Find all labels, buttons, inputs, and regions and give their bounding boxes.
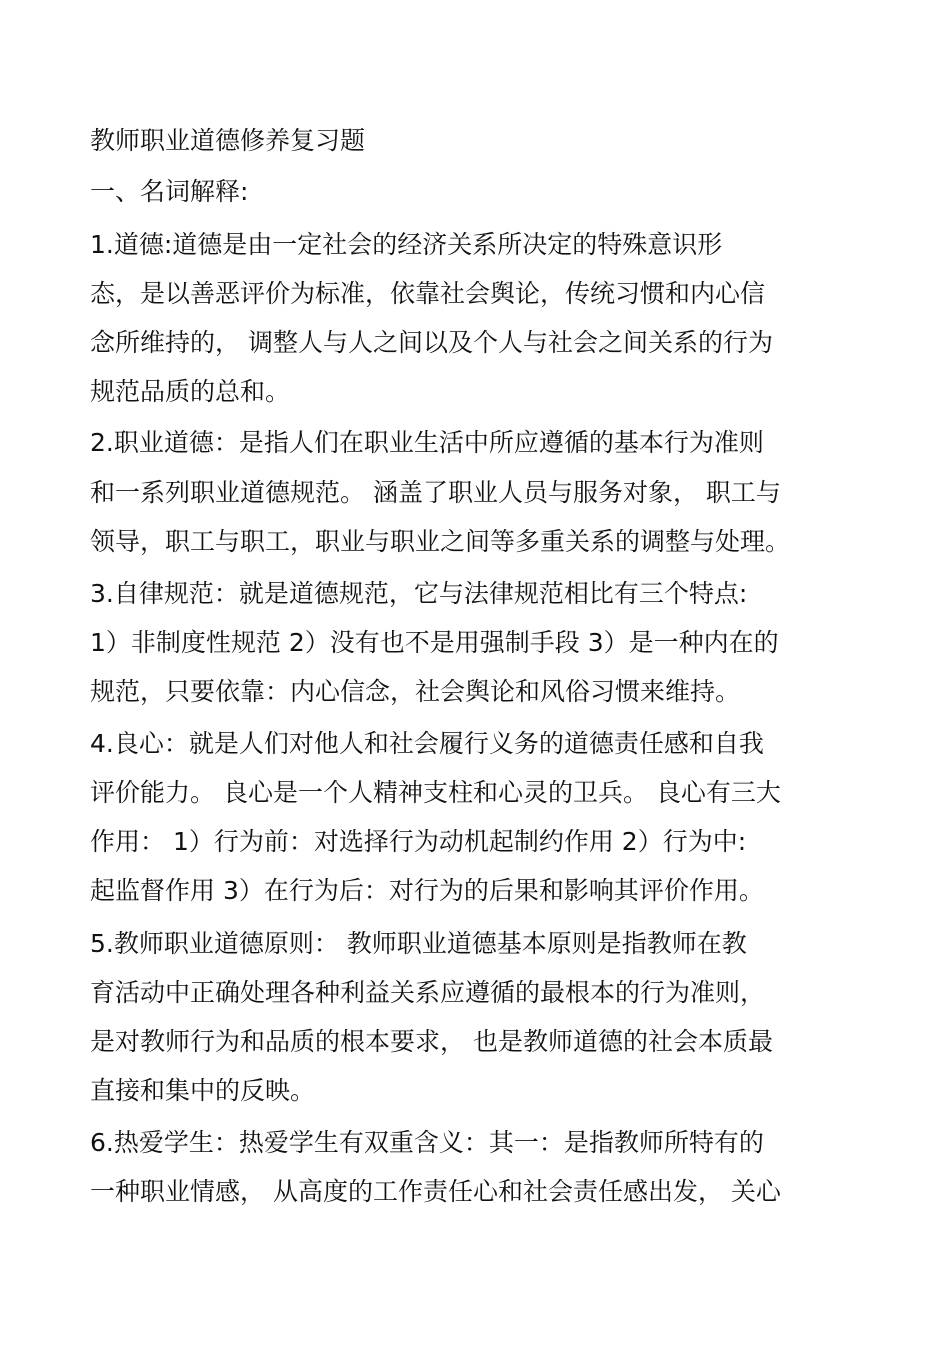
body-line: 态，是以善恶评价为标准，依靠社会舆论，传统习惯和内心信 — [90, 279, 766, 308]
body-line: 作用： 1）行为前：对选择行为动机起制约作用 2）行为中: — [90, 827, 747, 856]
body-line: 6.热爱学生：热爱学生有双重含义：其一：是指教师所特有的 — [90, 1128, 764, 1157]
document-title: 教师职业道德修养复习题 — [90, 126, 366, 155]
body-line: 一种职业情感， 从高度的工作责任心和社会责任感出发， 关心 — [90, 1177, 781, 1206]
body-line: 1.道德:道德是由一定社会的经济关系所决定的特殊意识形 — [90, 230, 723, 259]
body-line: 直接和集中的反映。 — [90, 1076, 316, 1105]
body-line: 1）非制度性规范 2）没有也不是用强制手段 3）是一种内在的 — [90, 628, 779, 657]
body-line: 规范品质的总和。 — [90, 377, 291, 406]
section-heading: 一、名词解释: — [90, 177, 249, 206]
body-line: 和一系列职业道德规范。 涵盖了职业人员与服务对象， 职工与 — [90, 478, 781, 507]
body-line: 规范，只要依靠：内心信念，社会舆论和风俗习惯来维持。 — [90, 677, 741, 706]
body-line: 起监督作用 3）在行为后：对行为的后果和影响其评价作用。 — [90, 876, 764, 905]
body-line: 育活动中正确处理各种利益关系应遵循的最根本的行为准则， — [90, 978, 766, 1007]
body-line: 领导，职工与职工，职业与职业之间等多重关系的调整与处理。 — [90, 527, 791, 556]
body-line: 3.自律规范：就是道德规范，它与法律规范相比有三个特点: — [90, 579, 748, 608]
body-line: 2.职业道德：是指人们在职业生活中所应遵循的基本行为准则 — [90, 428, 764, 457]
body-line: 评价能力。 良心是一个人精神支柱和心灵的卫兵。 良心有三大 — [90, 778, 781, 807]
body-line: 是对教师行为和品质的根本要求， 也是教师道德的社会本质最 — [90, 1027, 773, 1056]
body-line: 4.良心：就是人们对他人和社会履行义务的道德责任感和自我 — [90, 729, 764, 758]
body-line: 念所维持的， 调整人与人之间以及个人与社会之间关系的行为 — [90, 328, 773, 357]
body-line: 5.教师职业道德原则： 教师职业道德基本原则是指教师在教 — [90, 929, 747, 958]
